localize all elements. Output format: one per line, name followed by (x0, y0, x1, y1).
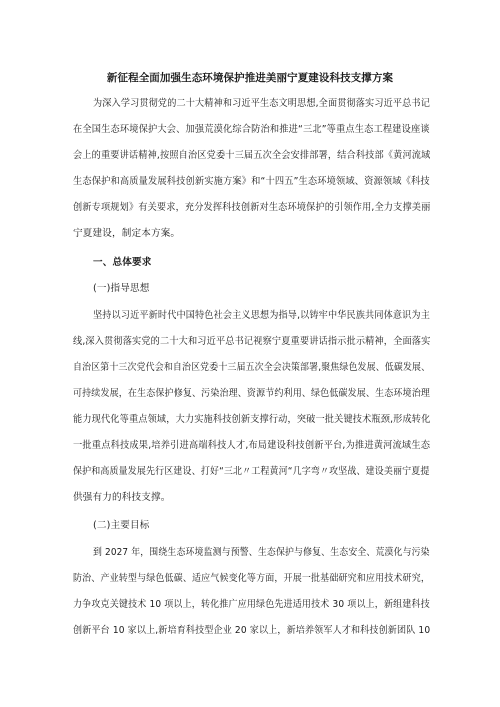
paragraph-line: 到 2027 年，围绕生态环境监测与预警、生态保护与修复、生态安全、荒漠化与污染 (93, 547, 430, 558)
paragraph-line: 供强有力的科技支撑。 (73, 492, 171, 503)
intro-line: 宁夏建设，制定本方案。 (73, 228, 181, 239)
paragraph-line: 可持续发展，在生态保护修复、污染治理、资源节约利用、绿色低碳发展、生态环境治理 (73, 388, 431, 399)
subsection-heading: (一)指导思想 (93, 283, 150, 294)
paragraph-line: 线,深入贯彻落实党的二十大和习近平总书记视察宁夏重要讲话指示批示精神，全面落实 (73, 336, 431, 347)
intro-line: 在全国生态环境保护大会、加强荒漠化综合防治和推进“三北”等重点生态工程建设座谈 (73, 124, 430, 135)
paragraph-line: 坚持以习近平新时代中国特色社会主义思想为指导,以铸牢中华民族共同体意识为主 (93, 310, 430, 321)
paragraph-line: 保护和高质量发展先行区建设、打好“三北〃工程黄河“几字弯〃攻坚战、建设美丽宁夏提 (73, 466, 430, 477)
intro-line: 创新专项规划》有关要求，充分发挥科技创新对生态环境保护的引领作用,全力支撑美丽 (73, 202, 431, 213)
intro-line: 为深入学习贯彻党的二十大精神和习近平生态文明思想,全面贯彻落实习近平总书记 (93, 98, 430, 109)
subsection-heading: (二)主要目标 (93, 520, 150, 531)
section-heading: 一、总体要求 (93, 257, 152, 268)
paragraph-line: 防治、产业转型与绿色低碳、适应气候变化等方面，开展一批基础研究和应用技术研究， (73, 573, 431, 584)
intro-line: 生态保护和高质量发展科技创新实施方案》和“十四五”生态环境领域、资源领域《科技 (73, 176, 430, 187)
paragraph-line: 一批重点科技成果,培养引进高端科技人才,布局建设科技创新平台,为推进黄河流域生态 (73, 440, 431, 451)
paragraph-line: 能力现代化等重点领域，大力实施科技创新支撑行动，突破一批关键技术瓶颈,形成转化 (73, 414, 431, 425)
paragraph-line: 自治区第十三次党代会和自治区党委十三届五次全会决策部署,聚焦绿色发展、低碳发展、 (73, 362, 431, 373)
document-title: 新征程全面加强生态环境保护推进美丽宁夏建设科技支撑方案 (106, 72, 394, 84)
intro-line: 会上的重要讲话精神,按照自治区党委十三届五次全会安排部署，结合科技部《黄河流域 (73, 150, 431, 161)
paragraph-line: 创新平台 10 家以上,新培育科技型企业 20 家以上，新培养领军人才和科技创新团队 10 (73, 625, 431, 636)
paragraph-line: 力争攻克关键技术 10 项以上，转化推广应用绿色先进适用技术 30 项以上，新组建科技 (73, 599, 430, 610)
